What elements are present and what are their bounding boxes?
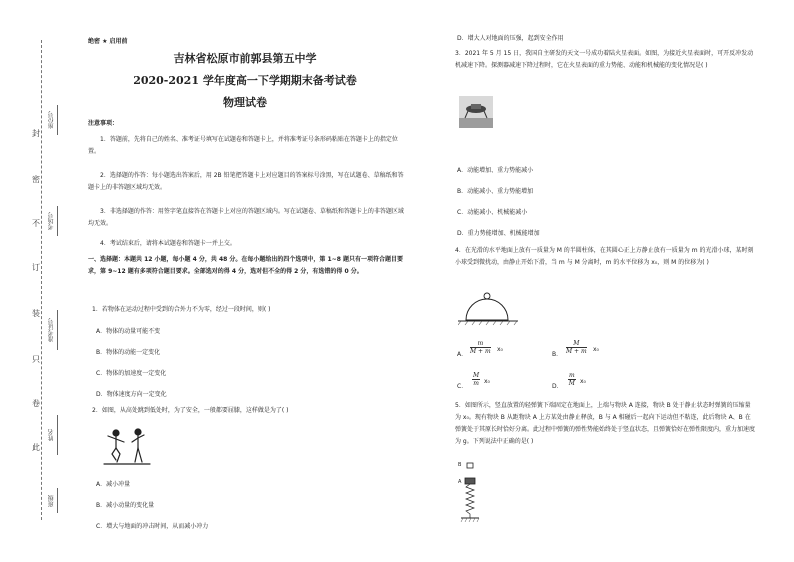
section-intro: 一、选择题：本题共 12 小题，每小题 4 分，共 48 分。在每小题给出的四个选项中，第 1~8 题只有一项符合题目要求，第 9~12 题有多项符合题目要求。全部选对的得 4 分，选对但不全的得 2 分，有选错的得 0 分。	[88, 256, 403, 275]
note-item: 1．答题前，先将自己的姓名、准考证号填写在试题卷和答题卡上，并将准考证号条形码粘贴在答题卡上的指定位置。	[88, 136, 398, 155]
q4-option-a-fraction[interactable]: $\frac{m}{M + m}$	[470, 340, 491, 355]
q3-option-d[interactable]: D．重力势能增加、机械能增加	[457, 230, 540, 237]
seat-number-label: 座位号	[48, 111, 55, 129]
q4-option-b-var: x₀	[593, 346, 599, 353]
mars-lander-image	[459, 96, 493, 128]
q4-option-c-letter[interactable]: C．	[457, 383, 468, 390]
q2-option-d[interactable]: D．增大人对地面的压强，起到安全作用	[457, 35, 564, 42]
q4-option-d-letter[interactable]: D．	[552, 383, 563, 390]
q4-option-a-var: x₀	[497, 346, 503, 353]
block-b-label: B	[458, 462, 462, 468]
q4-option-d-var: x₀	[580, 378, 586, 385]
q4-option-c-var: x₀	[484, 378, 490, 385]
binding-char: 订	[32, 263, 40, 272]
half-cylinder-diagram	[458, 290, 518, 326]
admission-number-label: 准考证号	[48, 318, 55, 342]
q1-option-d[interactable]: D．物体速度方向一定变化	[96, 391, 167, 398]
q4-option-c-fraction[interactable]: $\frac{M}{m}$	[473, 372, 480, 387]
subject-title: 物理试卷	[223, 96, 267, 109]
binding-char: 装	[32, 309, 40, 318]
class-field[interactable]	[48, 488, 58, 513]
binding-char: 此	[32, 443, 40, 452]
question-3-stem: 3．2021 年 5 月 15 日，我国自主研发的天文一号成功着陆火星表面。如图，为接近火星表面时，可开反冲发动机减速下降。探测器减速下降过程时，它在火星表面的重力势能、动能和机械能的变化情况是( )	[455, 50, 754, 69]
class-label: 班级	[48, 494, 55, 507]
spring-diagram-art	[458, 462, 482, 526]
binding-dashed-line	[41, 40, 42, 520]
spring-blocks-diagram	[458, 462, 482, 526]
q1-option-c[interactable]: C．物体的加速度一定变化	[96, 370, 167, 377]
school-title: 吉林省松原市前郭县第五中学	[173, 52, 317, 65]
notes-heading: 注意事项：	[88, 120, 119, 127]
q2-option-a[interactable]: A．减小冲量	[96, 481, 131, 488]
q2-option-c[interactable]: C．增大与地面的冲击时间，从而减小冲力	[96, 523, 209, 530]
note-item: 2．选择题的作答：每小题选出答案后，用 2B 铅笔把答题卡上对应题目的答案标号涂黑，写在试题卷、草稿纸和答题卡上的非答题区域均无效。	[88, 172, 404, 191]
q4-option-a-letter[interactable]: A．	[457, 351, 468, 358]
binding-char: 卷	[32, 399, 40, 408]
q1-option-b[interactable]: B．物体的动能一定变化	[96, 349, 161, 356]
q3-option-a[interactable]: A．动能增加、重力势能减小	[457, 167, 534, 174]
q3-option-b[interactable]: B．动能减小、重力势能增加	[457, 188, 534, 195]
q2-option-b[interactable]: B．减小动量的变化量	[96, 502, 155, 509]
name-label: 姓名	[48, 429, 55, 441]
q1-option-a[interactable]: A．物体的动量可能不变	[96, 328, 161, 335]
exam-room-label: 考场号	[48, 212, 55, 230]
name-field[interactable]	[48, 415, 58, 455]
q4-option-d-fraction[interactable]: $\frac{m}{M}$	[568, 372, 575, 387]
question-5-stem: 5．如图所示，竖直放置的轻弹簧下端固定在地面上，上端与物块 A 连接，物块 B 处于静止状态时弹簧的压缩量为 x₀。现有物块 B 从距物块 A 上方某处由静止释放，B 与 A 相碰后一起向下运动但不粘连，此后物块 A、B 在弹簧处于其原长时恰好分离。此过程中弹簧的弹性势能始终处于竖直状态，且弹簧恰好在弹性限度内，重力加速度为 g。下列说法中正确的是( )	[455, 402, 756, 445]
binding-char: 只	[32, 355, 40, 364]
exam-room-field[interactable]	[48, 206, 58, 236]
seat-number-field[interactable]	[48, 105, 58, 135]
question-2-stem: 2．如图，从高处跳到低处时，为了安全，一般都要屈膝，这样做是为了( )	[92, 407, 289, 414]
binding-char: 不	[32, 219, 40, 228]
note-item: 3．非选择题的作答：用签字笔直接答在答题卡上对应的答题区域内。写在试题卷、草稿纸和答题卡上的非答题区域均无效。	[88, 208, 404, 227]
q4-option-b-fraction[interactable]: $\frac{M}{M + m}$	[566, 340, 587, 355]
q3-option-c[interactable]: C．动能减小、机械能减小	[457, 209, 528, 216]
term-title: 2020-2021 学年度高一下学期期末备考试卷	[133, 74, 357, 87]
block-a-label: A	[458, 479, 462, 485]
admission-number-field[interactable]	[48, 310, 58, 350]
q4-option-b-letter[interactable]: B．	[552, 351, 563, 358]
question-4-stem: 4．在光滑的水平地面上放有一质量为 M 的半圆柱体，在其圆心正上方静止放有一质量为 m 的光滑小球，某时刻小球受到微扰动，由静止开始下滑，当 m 与 M 分离时，m 的水平位移为 x₀，则 M 的位移为( )	[455, 247, 754, 266]
jumping-people-figure	[102, 426, 152, 468]
binding-char: 密	[32, 175, 40, 184]
confidential-flag: 绝密 ★ 启用前	[88, 38, 128, 45]
note-item: 4．考试结束后，请将本试题卷和答题卡一并上交。	[100, 240, 236, 247]
binding-char: 封	[32, 129, 40, 138]
question-1-stem: 1．若物体在运动过程中受到的合外力不为零，经过一段时间，则( )	[92, 306, 271, 313]
